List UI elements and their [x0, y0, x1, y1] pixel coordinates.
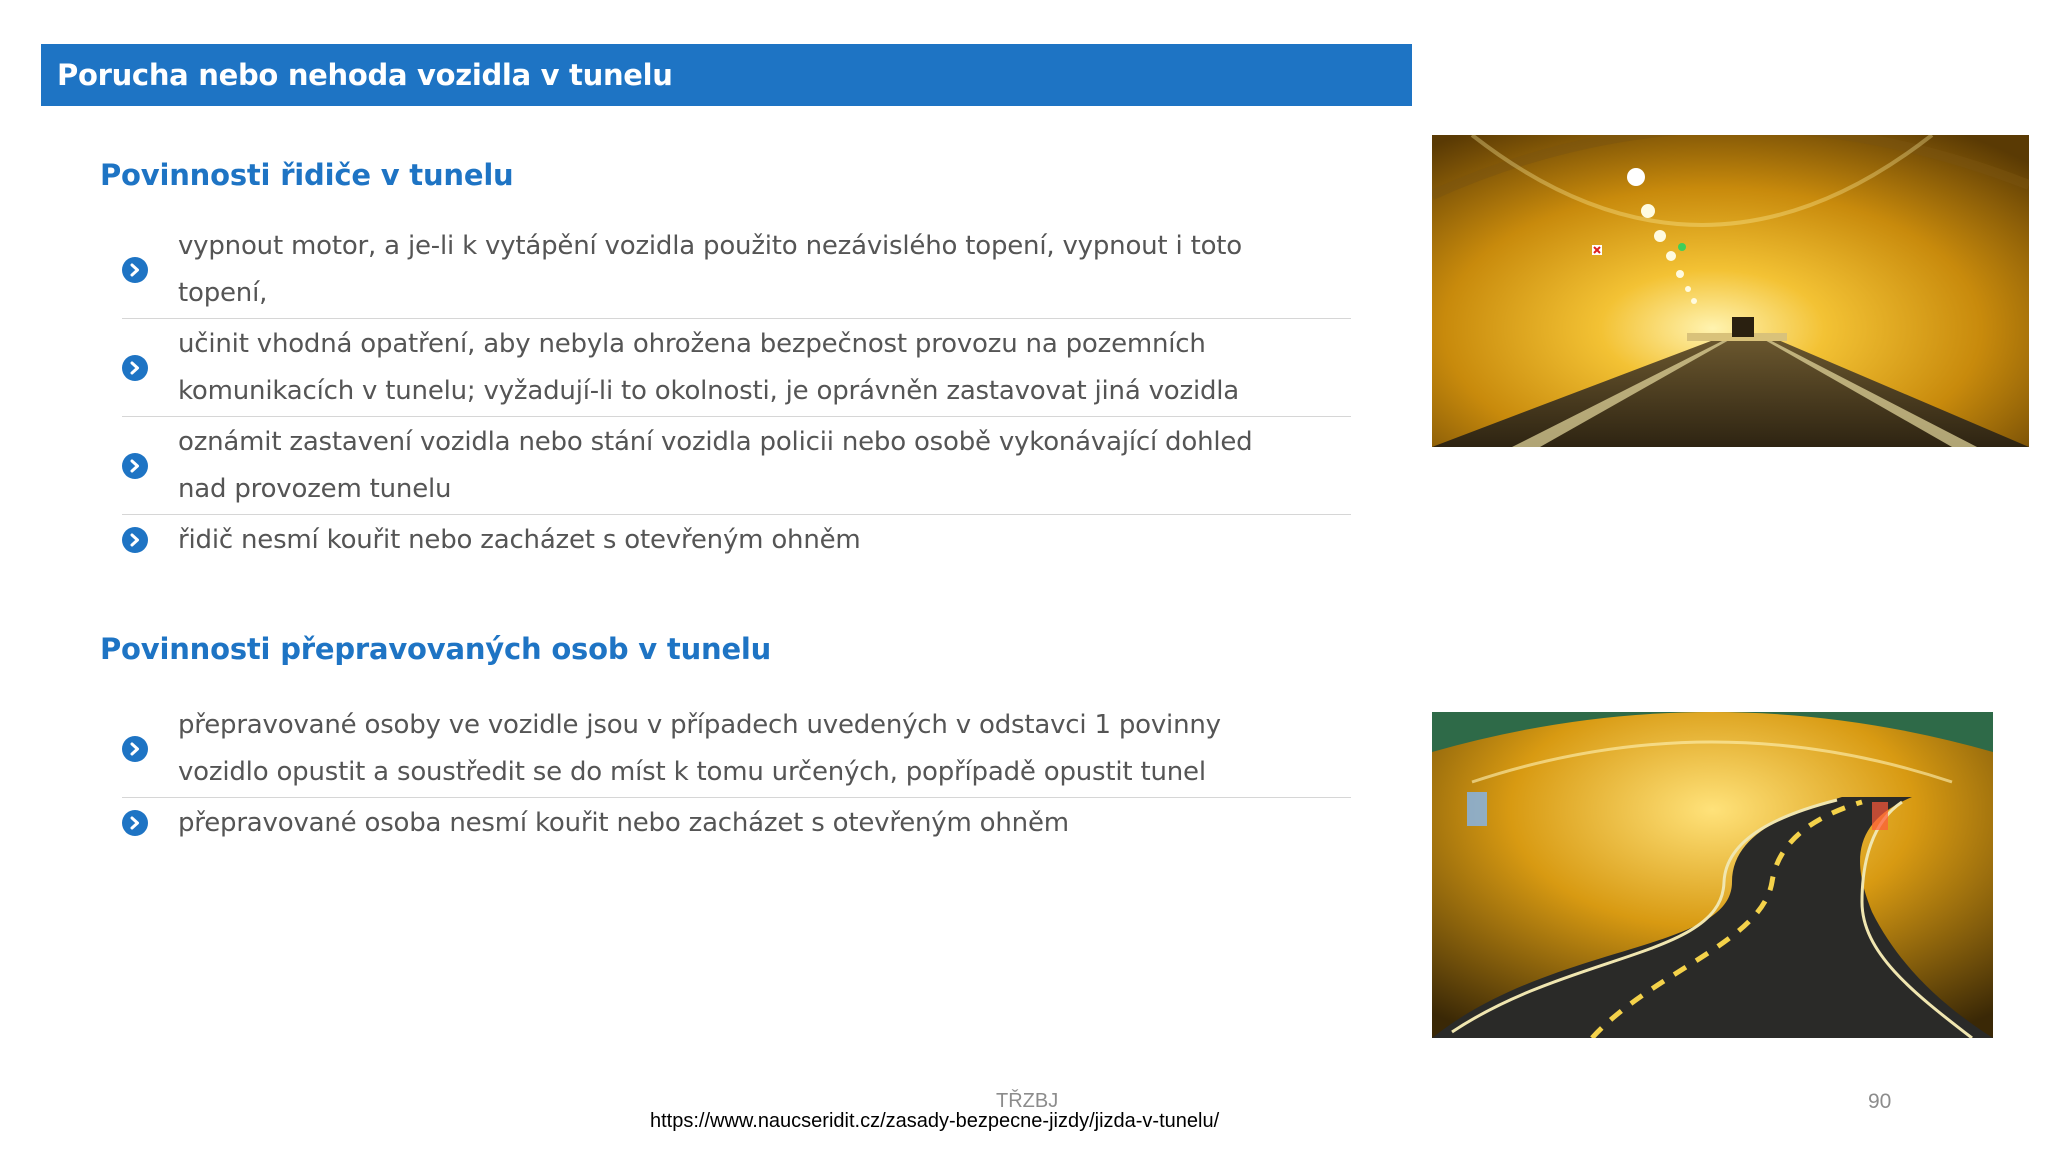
section-heading-passengers: Povinnosti přepravovaných osob v tunelu	[100, 632, 772, 666]
list-item-text: přepravované osoba nesmí kouřit nebo zacházet s otevřeným ohněm	[178, 807, 1069, 838]
list-item-text: oznámit zastavení vozidla nebo stání vozidla policii nebo osobě vykonávající dohled nad provozem tunelu	[178, 426, 1253, 504]
slide-title: Porucha nebo nehoda vozidla v tunelu	[57, 58, 673, 92]
tunnel-straight-illustration	[1432, 135, 2029, 447]
chevron-right-icon	[122, 355, 148, 381]
tunnel-photo-straight	[1432, 135, 2029, 447]
section-heading-driver: Povinnosti řidiče v tunelu	[100, 158, 514, 192]
list-item-text: přepravované osoby ve vozidle jsou v případech uvedených v odstavci 1 povinny vozidlo opustit a soustředit se do míst k tomu určených, popřípadě opustit tunel	[178, 709, 1221, 787]
chevron-right-icon	[122, 527, 148, 553]
chevron-right-icon	[122, 736, 148, 762]
tunnel-curve-illustration	[1432, 712, 1993, 1038]
list-item	[122, 700, 1351, 798]
page-number: 90	[1868, 1090, 1892, 1113]
list-item	[122, 221, 1351, 319]
list-item	[122, 515, 1351, 565]
list-item	[122, 319, 1351, 417]
chevron-right-icon	[122, 257, 148, 283]
chevron-right-icon	[122, 810, 148, 836]
list-item-text: vypnout motor, a je-li k vytápění vozidla použito nezávislého topení, vypnout i toto topení,	[178, 230, 1242, 308]
title-bar	[41, 44, 1412, 106]
list-item	[122, 417, 1351, 515]
list-item-text: učinit vhodná opatření, aby nebyla ohrožena bezpečnost provozu na pozemních komunikacích v tunelu; vyžadují-li to okolnosti, je oprávněn zastavovat jiná vozidla	[178, 328, 1240, 406]
list-item	[122, 798, 1351, 848]
driver-duties-list	[122, 221, 1351, 565]
chevron-right-icon	[122, 453, 148, 479]
source-url[interactable]: https://www.naucseridit.cz/zasady-bezpecne-jizdy/jizda-v-tunelu/	[650, 1110, 1220, 1132]
tunnel-photo-curve	[1432, 712, 1993, 1038]
list-item-text: řidič nesmí kouřit nebo zacházet s otevřeným ohněm	[178, 524, 861, 555]
footer-center-text: TŘZBJ	[996, 1090, 1059, 1112]
passenger-duties-list	[122, 700, 1351, 848]
